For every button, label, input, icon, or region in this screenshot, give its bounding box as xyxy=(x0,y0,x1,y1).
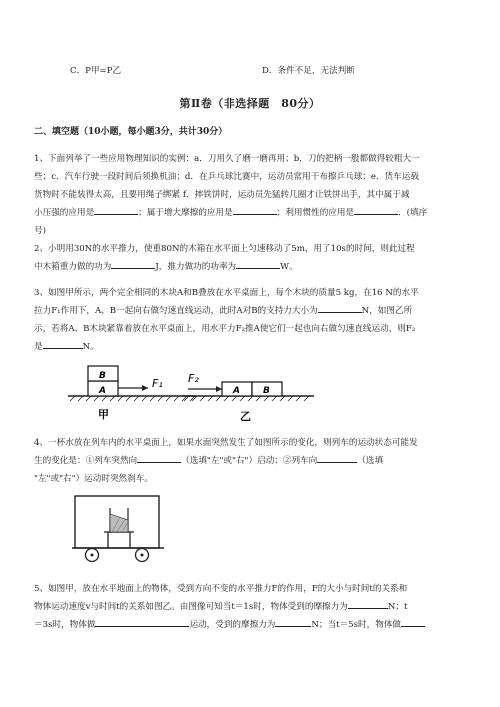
question-5 xyxy=(34,580,474,634)
q1-text-b: ；属于增大摩擦的应用是 xyxy=(138,208,233,218)
q1-line2: 些；c．汽车行驶一段时间后须换机油；d．在乒乓球比赛中，运动员常用干布擦乒乓球；e．货车运载 xyxy=(34,172,419,182)
answer-blank[interactable] xyxy=(95,617,189,627)
wheel-hub xyxy=(141,554,144,557)
q2-line2 xyxy=(34,258,474,276)
question-1 xyxy=(34,150,474,240)
q4-text-a: 生的变化是：①列车突然向 xyxy=(34,456,138,466)
q5-line2 xyxy=(34,598,474,616)
q5-line3 xyxy=(34,616,474,634)
force-label: F₂ xyxy=(188,372,199,385)
question-2 xyxy=(34,240,474,276)
q2-text-a: 中木箱重力做的功为 xyxy=(34,262,112,272)
force-label: F₁ xyxy=(152,377,163,390)
answer-blank[interactable] xyxy=(233,205,277,215)
answer-blank[interactable] xyxy=(137,453,181,463)
figure-caption: 甲 xyxy=(98,408,109,421)
q5-text-e: N；当t＝5s时，物体做 xyxy=(311,620,402,630)
q1-line1: 1、下面列举了一些应用物理知识的实例：a．刀用久了磨一磨再用；b．刀的把柄一般都做得较粗大一 xyxy=(34,154,420,164)
q3-line2 xyxy=(34,302,474,320)
q5-line1: 5、如图甲，放在水平地面上的物体，受到方向不变的水平推力F的作用，F的大小与时间t的关系和 xyxy=(34,584,408,594)
answer-blank[interactable] xyxy=(236,259,280,269)
choice-d: D．条件不足，无法判断 xyxy=(262,66,355,76)
q1-line4 xyxy=(34,204,474,222)
section2-header: 二、填空题（10小题，每小题3分，共计30分） xyxy=(34,127,228,137)
answer-blank[interactable] xyxy=(94,205,138,215)
answer-blank[interactable] xyxy=(354,205,398,215)
q2-text-c: W。 xyxy=(280,262,298,272)
q3-line3: 示，若将A、B木块紧靠着放在水平桌面上，用水平力F₂推A使它们一起也向右做匀速直线运动，则F₂ xyxy=(34,324,416,334)
q2-line1: 2、小明用30N的水平推力，使重80N的木箱在水平面上匀速移动了5m，用了10s的时间，则此过程 xyxy=(34,244,415,254)
answer-blank[interactable] xyxy=(317,453,357,463)
q1-line5: 号) xyxy=(34,226,46,236)
q5-text-d: 运动，受到的摩擦力为 xyxy=(189,620,276,630)
block-a-label: A xyxy=(99,386,106,396)
q4-text-b: （选填"左"或"右"）启动；②列车向 xyxy=(181,456,318,466)
q5-text-b: N；t xyxy=(387,602,408,612)
answer-blank[interactable] xyxy=(275,617,311,627)
q3-text-a2: 是 xyxy=(34,342,43,352)
choice-c: C．P甲=P乙 xyxy=(70,66,122,76)
q5-text-c: ＝3s时，物体做 xyxy=(34,620,96,630)
q4-text-c: （选填 xyxy=(357,456,384,466)
q3-line4 xyxy=(34,338,474,356)
q3-text-a: 拉力F₁作用下，A、B一起向右做匀速直线运动，此时A对B的支持力大小为 xyxy=(34,306,318,316)
figure-yi xyxy=(178,362,318,426)
q1-text-d: ．(填序 xyxy=(398,208,428,218)
answer-blank[interactable] xyxy=(111,259,155,269)
question-3 xyxy=(34,284,474,356)
q1-text-c: ；利用惯性的应用是 xyxy=(276,208,355,218)
q4-line3: "左"或"右"）运动时突然刹车。 xyxy=(34,474,153,484)
arrow-head-icon xyxy=(142,385,148,391)
arrow-head-icon xyxy=(216,386,222,392)
q3-text-b2: N。 xyxy=(82,342,99,352)
q4-line1: 4、一杯水放在列车内的水平桌面上，如果水面突然发生了如图所示的变化，则列车的运动状态可能发 xyxy=(34,438,418,448)
answer-blank[interactable] xyxy=(348,599,388,609)
block-a-label: A xyxy=(233,386,240,396)
q1-line3: 货物时不能装得太高，且要用绳子绑紧 f．摔铁饼时，运动员先猛转几圈才让铁饼出手，其中属于减 xyxy=(34,190,410,200)
wheel-hub xyxy=(91,554,94,557)
q2-text-b: J，推力做功的功率为 xyxy=(155,262,237,272)
q4-line2 xyxy=(34,452,474,470)
figure-train-cup xyxy=(72,492,164,566)
q3-line1: 3、如图甲所示，两个完全相同的木块A和B叠放在水平桌面上，每个木块的质量5 kg，在16 N的水平 xyxy=(34,288,419,298)
q3-text-b: N，如图乙所 xyxy=(361,306,413,316)
q5-text-a: 物体运动速度v与时间t的关系如图乙。由图像可知当t＝1s时，物体受到的摩擦力为 xyxy=(34,602,348,612)
answer-blank[interactable] xyxy=(401,617,425,627)
q1-text-a: 小压强的应用是 xyxy=(34,208,95,218)
block-b-label: B xyxy=(99,371,106,381)
figure-caption: 乙 xyxy=(240,410,251,423)
answer-blank[interactable] xyxy=(318,303,362,313)
part2-title: 第Ⅱ卷（非选择题 80分） xyxy=(179,97,321,110)
question-4 xyxy=(34,434,474,488)
block-b-label: B xyxy=(263,386,270,396)
answer-blank[interactable] xyxy=(43,339,83,349)
